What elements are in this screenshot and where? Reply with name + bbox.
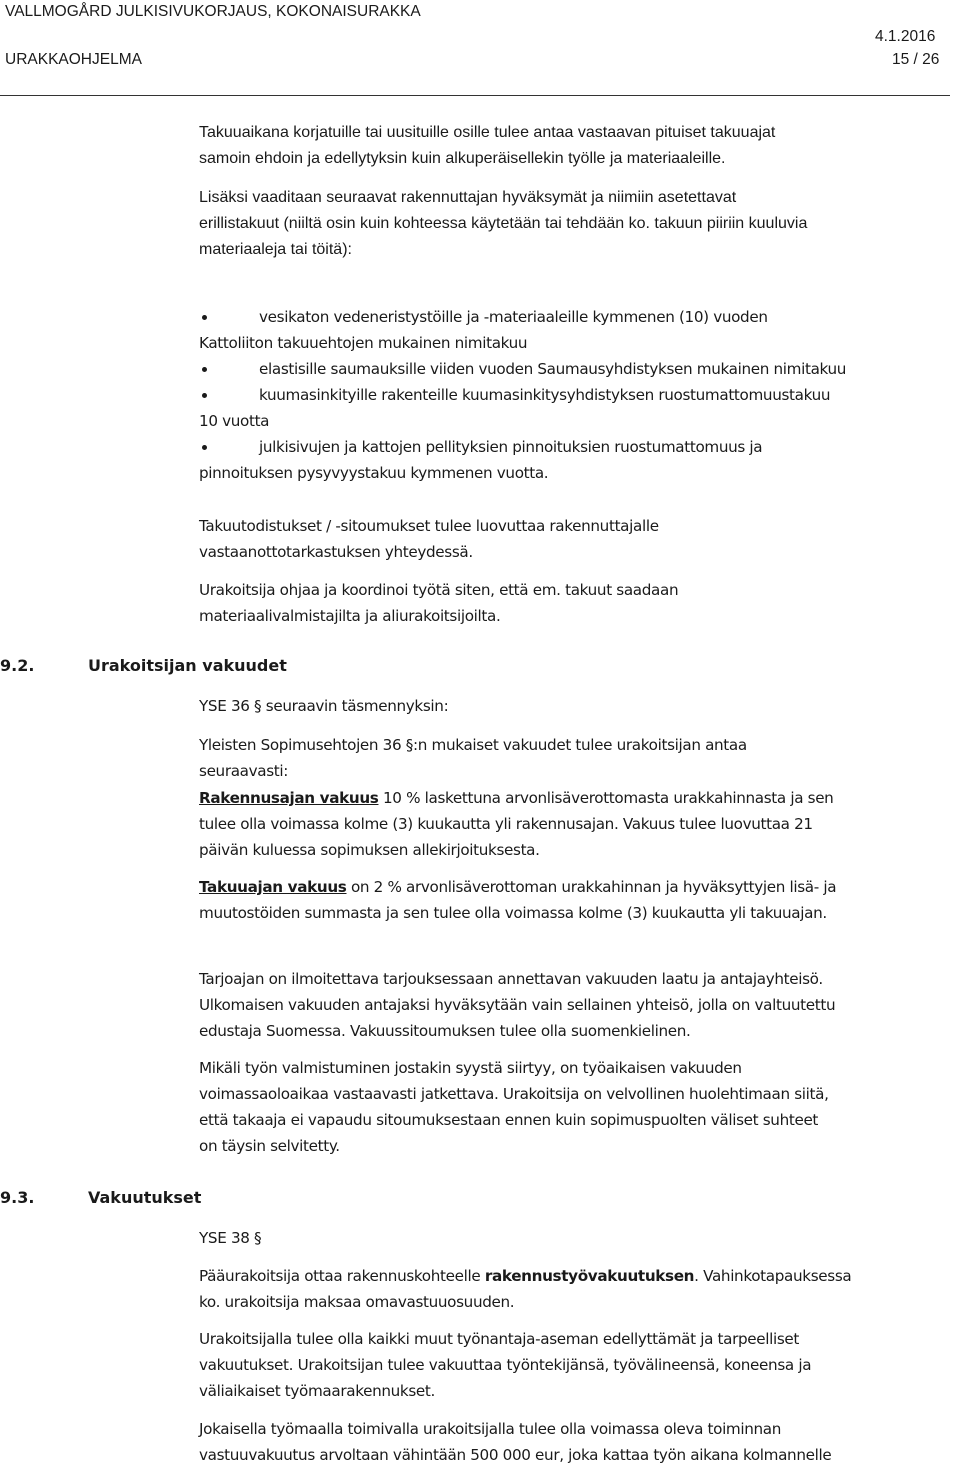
bullet-icon bbox=[202, 393, 207, 398]
page-number: 15 / 26 bbox=[892, 51, 940, 68]
paragraph-extra-warranties: Lisäksi vaaditaan seuraavat rakennuttajan hyväksymät ja niimiin asetettavat erillistakuut (niiltä osin kuin kohteessa käytetään tai tehdään ko. takuun piiriin kuuluvia materiaaleja tai töitä): bbox=[199, 189, 808, 258]
paragraph-liability-insurance: Jokaisella työmaalla toimivalla urakoitsijalla tulee olla voimassa oleva toiminnan vastuuvakuutus arvoltaan vähintään 500 000 eur, joka kattaa työn aikana kolmannelle bbox=[199, 1420, 832, 1464]
yse36-line: YSE 36 § seuraavin täsmennyksin: bbox=[199, 697, 449, 715]
warranty-list bbox=[199, 304, 959, 486]
paragraph-construction-insurance: Pääurakoitsija ottaa rakennuskohteelle rakennustyövakuutuksen. Vahinkotapauksessa ko. urakoitsija maksaa omavastuuosuuden. bbox=[199, 1267, 852, 1311]
list-item: elastisille saumauksille viiden vuoden Saumausyhdistyksen mukainen nimitakuu bbox=[199, 356, 959, 382]
yse38-line: YSE 38 § bbox=[199, 1229, 262, 1247]
section-heading-9-2: 9.2. Urakoitsijan vakuudet bbox=[0, 656, 287, 675]
paragraph-warranty-repairs: Takuuaikana korjatuille tai uusituille osille tulee antaa vastaavan pituiset takuuajat samoin ehdoin ja edellytyksin kuin alkuperäisellekin työlle ja materiaaleille. bbox=[199, 124, 776, 167]
bullet-icon bbox=[202, 315, 207, 320]
header-rule bbox=[0, 95, 950, 96]
paragraph-security-provider: Tarjoajan on ilmoitettava tarjouksessaan annettavan vakuuden laatu ja antajayhteisö. Ulkomaisen vakuuden antajaksi hyväksytään vain sellainen yhteisö, jolla on valtuutettu edustaja Suomessa. Vakuussitoumuksen tulee olla suomenkielinen. bbox=[199, 970, 836, 1040]
document-date: 4.1.2016 bbox=[875, 28, 936, 45]
list-item: kuumasinkityille rakenteille kuumasinkitysyhdistyksen ruostumattomuustakuu 10 vuotta bbox=[199, 386, 831, 430]
bullet-icon bbox=[202, 445, 207, 450]
paragraph-employer-insurance: Urakoitsijalla tulee olla kaikki muut työnantaja-aseman edellyttämät ja tarpeelliset vakuutukset. Urakoitsijan tulee vakuuttaa työntekijänsä, työvälineensä, koneensa ja väliaikaiset työmaarakennukset. bbox=[199, 1330, 812, 1400]
paragraph-securities-intro: Yleisten Sopimusehtojen 36 §:n mukaiset vakuudet tulee urakoitsijan antaa seuraavasti: bbox=[199, 736, 747, 780]
paragraph-coordination: Urakoitsija ohjaa ja koordinoi työtä siten, että em. takuut saadaan materiaalivalmistajilta ja aliurakoitsijoilta. bbox=[199, 581, 679, 625]
bullet-icon bbox=[202, 367, 207, 372]
list-item: julkisivujen ja kattojen pellityksien pinnoituksien ruostumattomuus ja pinnoituksen pysyvyystakuu kymmenen vuotta. bbox=[199, 438, 763, 482]
document-subtitle: URAKKAOHJELMA bbox=[5, 51, 142, 68]
paragraph-construction-security: Rakennusajan vakuus 10 % laskettuna arvonlisäverottomasta urakkahinnasta ja sen tulee olla voimassa kolme (3) kuukautta yli rakennusajan. Vakuus tulee luovuttaa 21 päivän kuluessa sopimuksen allekirjoituksesta. bbox=[199, 789, 834, 859]
paragraph-warranty-security: Takuuajan vakuus on 2 % arvonlisäverottoman urakkahinnan ja hyväksyttyjen lisä- ja muutostöiden summasta ja sen tulee olla voimassa kolme (3) kuukautta yli takuuajan. bbox=[199, 878, 837, 922]
section-heading-9-3: 9.3. Vakuutukset bbox=[0, 1188, 202, 1207]
paragraph-security-extension: Mikäli työn valmistuminen jostakin syystä siirtyy, on työaikaisen vakuuden voimassaoloaikaa vastaavasti jatkettava. Urakoitsija on velvollinen huolehtimaan siitä, että takaaja ei vapaudu sitoumuksestaan ennen kuin sopimuspuolten väliset suhteet on täysin selvitetty. bbox=[199, 1059, 829, 1155]
paragraph-certificates: Takuutodistukset / -sitoumukset tulee luovuttaa rakennuttajalle vastaanottotarkastuksen yhteydessä. bbox=[199, 517, 659, 561]
list-item: vesikaton vedeneristystöille ja -materiaaleille kymmenen (10) vuoden Kattoliiton takuuehtojen mukainen nimitakuu bbox=[199, 308, 768, 352]
document-title: VALLMOGÅRD JULKISIVUKORJAUS, KOKONAISURAKKA bbox=[5, 3, 421, 20]
